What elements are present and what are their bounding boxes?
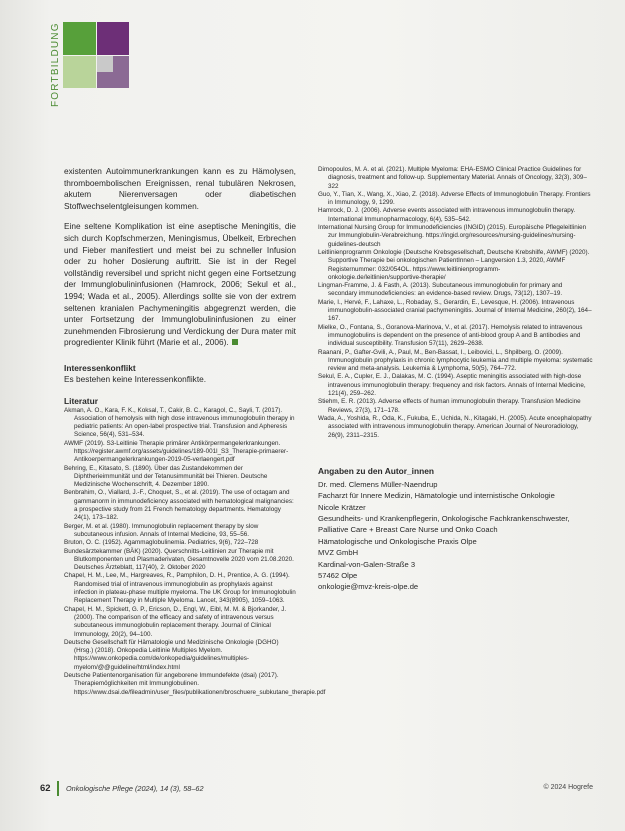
right-column [318, 166, 593, 593]
authors-heading: Angaben zu den Autor_innen [318, 465, 435, 476]
body-paragraph-2 [64, 221, 296, 349]
page-footer [0, 783, 625, 797]
author-line: Nicole Krätzer [318, 502, 366, 512]
journal-citation: Onkologische Pflege (2024), 14 (3), 58–62 [66, 784, 204, 793]
reference-item: Chapel, H. M., Lee, M., Hargreaves, R., Pamphilon, D. H., Prentice, A. G. (1994). Randomised trial of intravenous immunoglobulin as prophylaxis against infection in plateau-phase multiple myeloma. The UK Group for Immunoglobulin Replacement Therapy in Multiple Myeloma. Lancet, 343(8905), 1059–1063. [64, 572, 296, 605]
reference-item: Wada, A., Yoshida, R., Oda, K., Fukuba, E., Uchida, N., Kitagaki, H. (2005). Acute encephalopathy associated with intravenous immunoglobulin therapy. American Journal of Neuroradiology, 26(9), 2311–2315. [318, 414, 592, 439]
author-line: 57462 Olpe [318, 571, 358, 581]
reference-item: Bruton, O. C. (1952). Agammaglobulinemia. Pediatrics, 9(6), 722–728 [64, 539, 259, 547]
reference-item: Stiehm, E. R. (2013). Adverse effects of human immunoglobulin therapy. Transfusion Medicine Reviews, 27(3), 171–178. [318, 398, 581, 414]
reference-item: Bundesärztekammer (BÄK) (2020). Querschnitts-Leitlinien zur Therapie mit Blutkomponenten und Plasmaderivaten, Gesamtnovelle 2020 vom 21.08.2020. Deutsches Ärzteblatt, 117(40), 2. Oktober 2020 [64, 547, 294, 572]
reference-item: Deutsche Gesellschaft für Hämatologie und Medizinische Onkologie (DGHO) (Hrsg.) (2018). Onkopedia Leitlinie Multiples Myelom. https://www.onkopedia.com/de/onkopedia/guidelines/multiples-myelom/@@guideline/html/index.html [64, 638, 279, 671]
reference-item: Raanani, P., Gafter-Gvili, A., Paul, M., Ben-Bassat, I., Leibovici, L., Shpilberg, O. (2009). Immunoglobulin prophylaxis in chronic lymphocytic leukemia and multiple myeloma: systematic review and meta-analysis. Leukemia & Lymphoma, 50(5), 764–772. [318, 348, 593, 373]
author-line: Gesundheits- und Krankenpflegerin, Onkologische Fachkrankenschwester, Palliative Care + Breast Care Nurse und Onko Coach [318, 514, 570, 535]
logo-light-green-square [63, 56, 96, 88]
reference-item: Chapel, H. M., Spickett, G. P., Ericson, D., Engl, W., Eibl, M. M. & Bjorkander, J. (2000). The comparison of the efficacy and safety of intravenous versus subcutaneous immunoglobulin replacement therapy. Journal of Clinical Immunology, 20(2), 94–100. [64, 605, 287, 638]
reference-item: AWMF (2019). S3-Leitlinie Therapie primärer Antikörpermangelerkrankungen. https://register.awmf.org/assets/guidelines/189-001l_S3_Therapie-primaerer-Antikoerpermangelerkrankungen-2019-05-verlaengert.pdf [64, 439, 289, 464]
author-line: Dr. med. Clemens Müller-Naendrup [318, 479, 438, 489]
author-line: Hämatologische und Onkologische Praxis Olpe [318, 536, 477, 546]
conflict-text: Es bestehen keine Interessenkonflikte. [64, 373, 207, 384]
author-line: Facharzt für Innere Medizin, Hämatologie und internistische Onkologie [318, 491, 555, 501]
left-column [64, 166, 326, 697]
body-paragraph-1: existenten Autoimmunerkrankungen kann es zu Hämolysen, thromboembolischen Ereignissen, renal tubulären Nekrosen, akutem Nierenversagen oder diabetischen Stoffwechselentgleisungen kommen. [64, 166, 296, 211]
author-info [318, 479, 593, 593]
page-number: 62 [40, 783, 51, 794]
literature-heading: Literatur [64, 395, 98, 406]
reference-item: Benbrahim, O., Viallard, J.-F., Choquet, S., et al. (2019). The use of octagam and gammanorm in immunodeficiency associated with hematological malignancies: a prospective study from 21 French hematology departments. Hematology 24(1), 173–182. [64, 489, 294, 522]
author-line: MVZ GmbH [318, 548, 359, 558]
reference-item: Leitlinienprogramm Onkologie (Deutsche Krebsgesellschaft, Deutsche Krebshilfe, AWMF) (2020). Supportive Therapie bei onkologischen PatientInnen – Langversion 1.3, 2020, AWMF Registernummer: 032/054OL. https://www.leitlinienprogramm-onkologie.de/leitlinien/supportive-therapie/ [318, 248, 590, 281]
end-mark-icon [232, 339, 238, 345]
publication-logo [63, 22, 129, 88]
reference-item: Sekul, E. A., Cupler, E. J., Dalakas, M. C. (1994). Aseptic meningitis associated with high-dose intravenous immunoglobulin therapy: frequency and risk factors. Annals of Internal Medicine, 121(4), 259–262. [318, 373, 586, 398]
reference-item: Marie, I., Hervé, F., Lahaxe, L., Robaday, S., Gerardin, E., Levesque, H. (2006). Intravenous immunoglobulin-associated cranial pachymeningitis. Journal of Internal Medicine, 260(2), 164–167. [318, 298, 592, 323]
logo-purple-square [97, 22, 129, 55]
reference-item: Behring, E., Kitasato, S. (1890). Über das Zustandekommen der Diphtherieimmunität und der Tetanusimmunität bei Thieren. Deutsche Medizinische Wochenschrift, 4. Dezember 1890. [64, 464, 268, 489]
author-email: onkologie@mvz-kreis-olpe.de [318, 582, 419, 592]
copyright-notice: © 2024 Hogrefe [543, 784, 593, 791]
reference-item: Hamrock, D. J. (2006). Adverse events associated with intravenous immunoglobulin therapy. International Immunopharmacology, 6(4), 535–542. [318, 207, 576, 223]
reference-item: Berger, M. et al. (1980). Immunoglobulin replacement therapy by slow subcutaneous infusion. Annals of Internal Medicine, 93, 55–56. [64, 522, 259, 538]
conflict-heading: Interessenkonflikt [64, 362, 136, 373]
reference-list-right [318, 166, 593, 440]
reference-item: Deutsche Patientenorganisation für angeborene Immundefekte (dsai) (2017). Therapiemöglichkeiten mit Immunglobulinen. https://www.dsai.de/fileadmin/user_files/publikationen/broschuere_subkutane_therapie.pdf [64, 672, 326, 696]
reference-item: Mielke, O., Fontana, S., Goranova-Marinova, V., et al. (2017). Hemolysis related to intravenous immunoglobulins is dependent on the presence of anti-blood group A and B antibodies and individual susceptibility. Transfusion 57(11), 2629–2638. [318, 323, 583, 348]
reference-item: International Nursing Group for Immunodeficiencies (INGID) (2015). Europäische Pflegeleitlinien zur Immunglobulin-Verabreichung. https://ingid.org/resources/nursing-guidelines/nursing-guidelines-deutsch [318, 224, 587, 248]
reference-item: Dimopoulos, M. A. et al. (2021). Multiple Myeloma: EHA-ESMO Clinical Practice Guidelines for diagnosis, treatment and follow-up. Supplementary Material. Annals of Oncology, 32(3), 309–322 [318, 166, 587, 190]
reference-item: Guo, Y., Tian, X., Wang, X., Xiao, Z. (2018). Adverse Effects of Immunoglobulin Therapy. Frontiers in Immunology, 9, 1299. [318, 190, 591, 207]
footer-divider [57, 781, 59, 796]
body-paragraph-2-text: Eine seltene Komplikation ist eine aseptische Meningitis, die sich durch Kopfschmerzen, Meningismus, Übelkeit, Erbrechen und Fieber manifestiert und meist bei zu schneller Infusion oder zu hoher Dosierung auftritt. Sie ist in der Regel vollständig reversibel und spricht nicht gegen eine Fortsetzung der Immunglobulininfusionen (Hamrock, 2006; Sekul et al., 1994; Wada et al., 2005). Allerdings sollte sie von der extrem seltenen kranialen Pachymeningitis abgegrenzt werden, die unter Fortsetzung der Immunglobulininfusionen zu einer zunehmenden Fibrosierung und Verdickung der Dura mater mit progredienter Klinik führt (Marie et al., 2006). [64, 221, 296, 348]
reference-item: Akman, A. O., Kara, F. K., Koksal, T., Cakir, B. C., Karagol, C., Sayli, T. (2017). Association of hemolysis with high dose intravenous immunoglobulin therapy in pediatric patients: An open-label prospective trial. Transfusion and Apheresis Science, 56(4), 531–534. [64, 406, 295, 439]
reference-list-left [64, 406, 326, 697]
logo-grey-square [97, 56, 113, 72]
reference-item: Lingman-Framme, J. & Fasth, A. (2013). Subcutaneous immunoglobulin for primary and secondary immunodeficiencies: an evidence-based review. Drugs, 73(12), 1307–19. [318, 282, 563, 298]
author-line: Kardinal-von-Galen-Straße 3 [318, 559, 416, 569]
section-label: FORTBILDUNG [50, 22, 61, 107]
logo-green-square [63, 22, 96, 55]
